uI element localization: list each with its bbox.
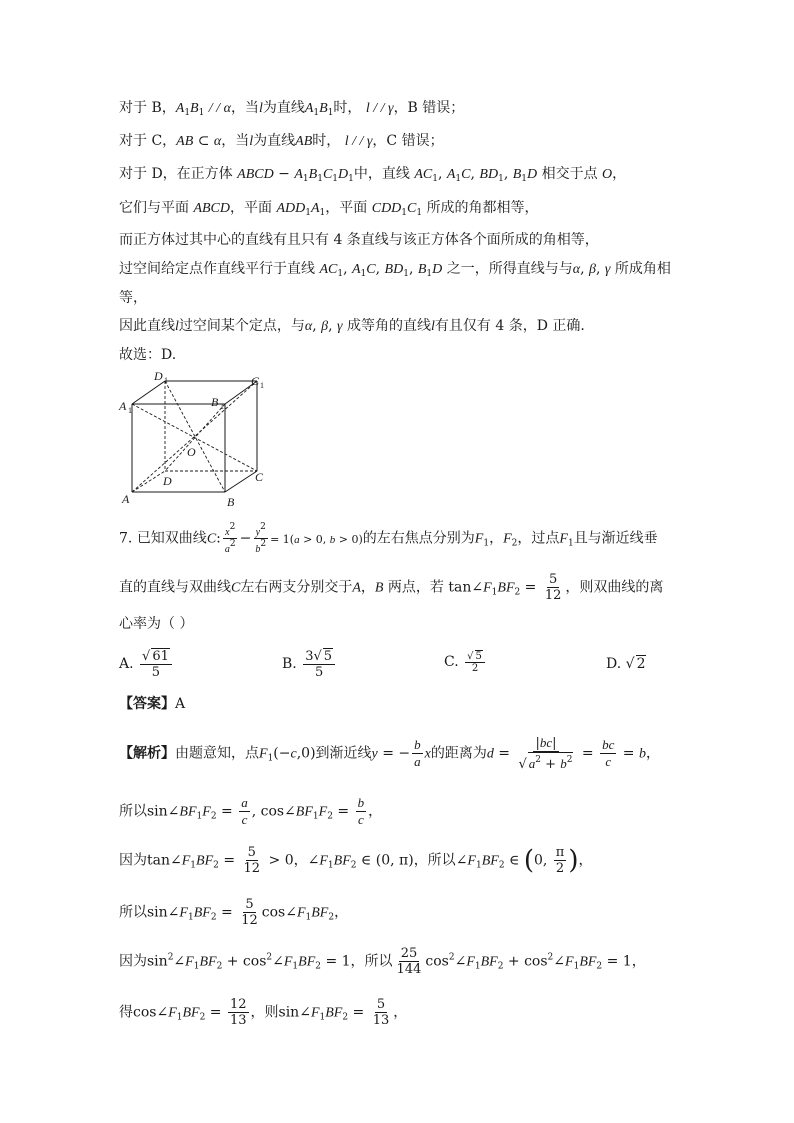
label-c1-sub: 1 <box>260 381 264 390</box>
option-c[interactable]: C. $\frac{√ 5}{2}$ <box>444 650 487 674</box>
line-choice: 故选：D. <box>119 347 177 363</box>
label-d1: D <box>154 369 163 383</box>
analysis-line4: 所以$\sin\angle F_1BF_2$ = $\frac{5}{12}$ $\cos\angle F_1BF_2$， <box>119 897 349 928</box>
analysis-line5: 因为$\sin^2\angle F_1BF_2$ + $\cos^2\angle F_1BF_2 = 1$，所以 $\frac{25}{144}$ $\cos^2\angle F_1BF_2$ + $\cos^2\angle F_1BF_2 = 1$， <box>119 946 646 977</box>
label-c1: C <box>251 374 260 388</box>
line-option-c: 对于 C，AB ⊂ α，当l为直线AB时， l / / γ，C 错误； <box>119 133 444 149</box>
q7-line3: 心率为（ ） <box>119 616 194 632</box>
option-a[interactable]: A. $\frac{√ 61}{5}$ <box>119 648 174 680</box>
label-d: D <box>163 474 172 488</box>
label-d1-sub: 1 <box>164 376 168 385</box>
option-b[interactable]: B. $\frac{3√ 5}{5}$ <box>282 648 337 680</box>
label-a1-sub: 1 <box>128 406 132 415</box>
analysis-line3: 因为$\tan\angle F_1BF_2$ = $\frac{5}{12}$ > 0，$\angle F_1BF_2$ ∈ (0, π)，所以$\angle F_1BF_2$ ∈ (0, $\frac{\pi}{2}$ )， <box>119 845 593 876</box>
line-parallel: 过空间给定点作直线平行于直线 $AC_1$, $A_1C$, $BD_1$, $B_1D$ 之一，所得直线与与α, β, γ 所成角相 <box>119 261 671 279</box>
q7-line2: 直的直线与双曲线C左右两支分别交于A，B 两点，若 $\tan\angle F_1BF_2$ = $\frac{5}{12}$ ，则双曲线的离 <box>119 572 664 603</box>
label-a: A <box>122 492 130 506</box>
option-d[interactable]: D. √ 2 <box>606 656 646 672</box>
line-option-d: 对于 D，在正方体 ABCD − $A_1B_1C_1D_1$中，直线 $AC_1$, $A_1C$, $BD_1$, $B_1D$ 相交于点 O， <box>119 166 627 184</box>
label-b: B <box>227 495 235 509</box>
analysis-line1: 【解析】由题意知，点$F_1(-c,0)$到渐近线y = − $\frac{b}{a}$ x的距离为d = $\frac{|bc|}{√ a^2 + b^2}$ = $\frac{bc}{c}$ = b， <box>119 735 660 772</box>
line-equal: 等， <box>119 290 147 306</box>
label-o: O <box>187 445 196 459</box>
label-a1: A <box>119 399 127 413</box>
answer-line: 【答案】A <box>119 696 186 712</box>
label-b1-sub: 1 <box>220 402 224 411</box>
line-center-statement: 而正方体过其中心的直线有且只有 4 条直线与该正方体各个面所成的角相等， <box>119 232 599 248</box>
label-b1: B <box>211 395 219 409</box>
line-planes: 它们与平面 ABCD，平面 $ADD_1A_1$，平面 $CDD_1C_1$ 所成的角都相等， <box>119 200 539 218</box>
line-option-b: 对于 B，$A_1B_1$ / / α，当l为直线$A_1B_1$时， l / / γ，B 错误； <box>119 100 465 118</box>
analysis-line2: 所以$\sin\angle BF_1F_2$ = $\frac{a}{c}$ , $\cos\angle BF_1F_2$ = $\frac{b}{c}$ ， <box>119 795 383 827</box>
cube-diagram <box>118 368 278 510</box>
analysis-line6: 得$\cos\angle F_1BF_2$ = $\frac{12}{13}$ ，则$\sin\angle F_1BF_2$ = $\frac{5}{13}$ ， <box>119 997 408 1028</box>
label-c: C <box>255 470 264 484</box>
q7-line1: 7. 已知双曲线C: $\frac{x^2}{a^2}$ − $\frac{y^2}{b^2}$ = 1(a > 0, b > 0)的左右焦点分别为$F_1$，$F_2$，过点$F_1$且与渐近线垂 <box>119 522 658 555</box>
line-conclusion: 因此直线l过空间某个定点，与α, β, γ 成等角的直线l有且仅有 4 条，D 正确. <box>119 318 585 334</box>
